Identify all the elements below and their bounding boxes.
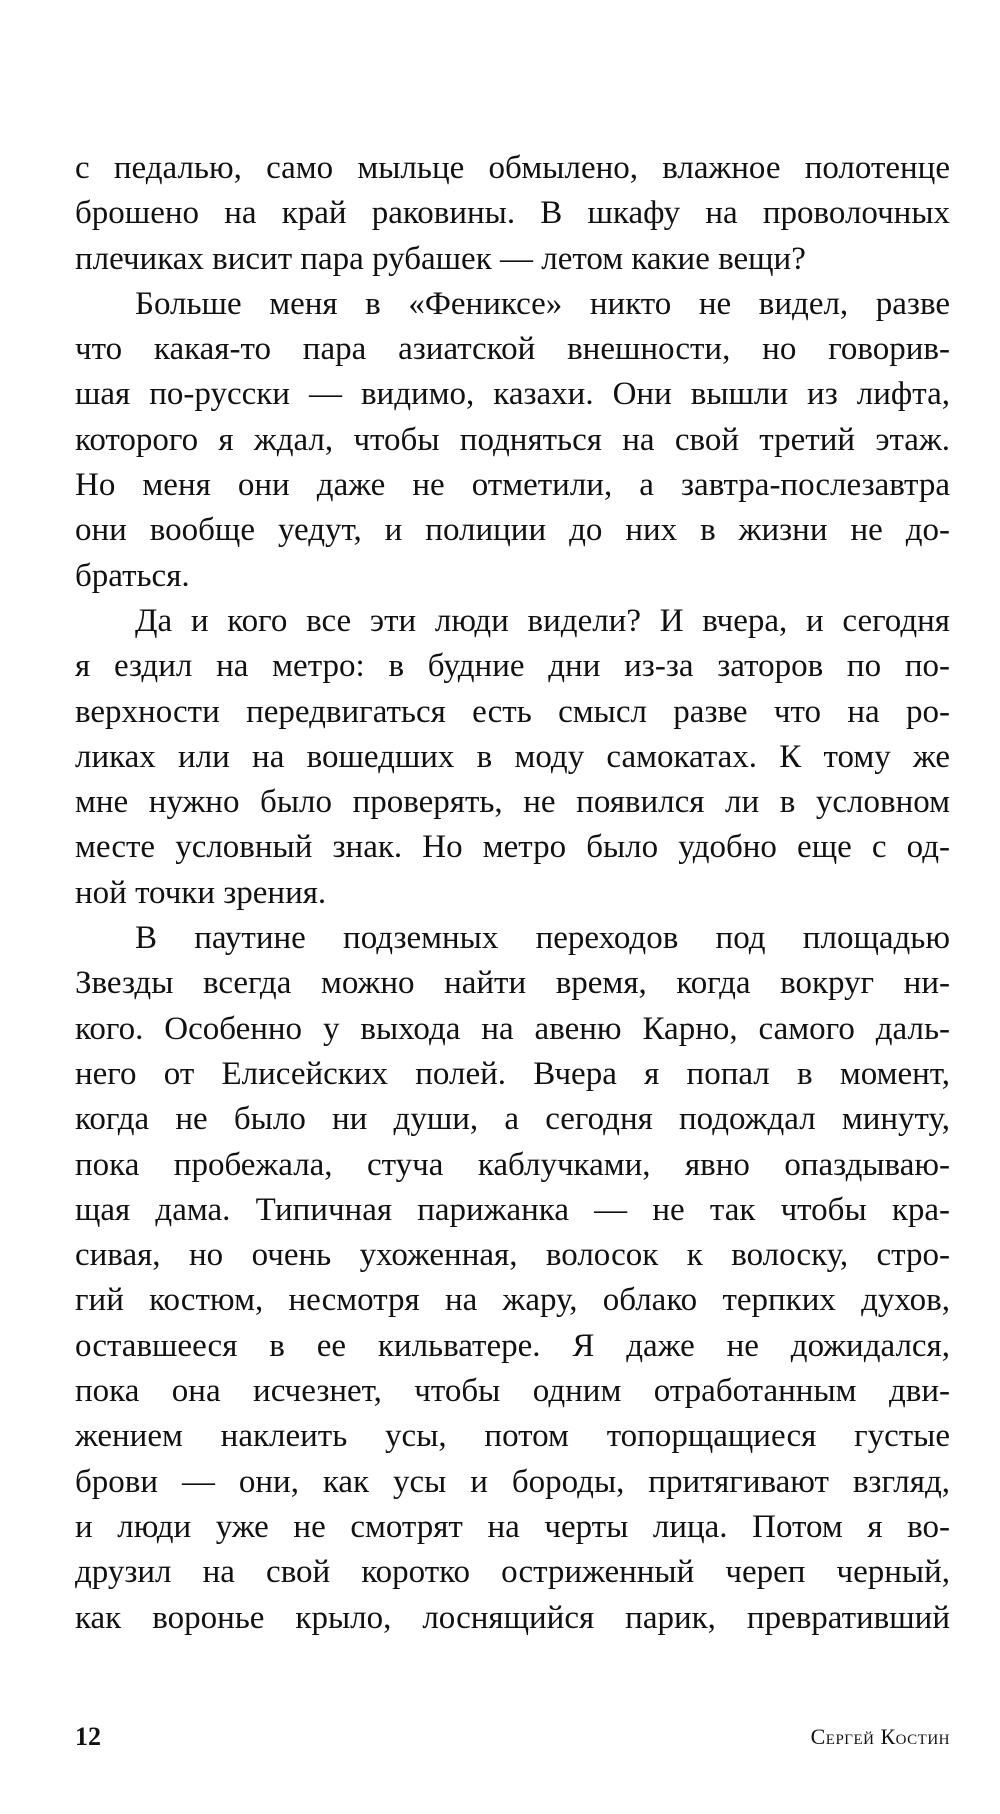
text-line: месте условный знак. Но метро было удобно еще с од- <box>75 829 950 866</box>
text-line: друзил на свой коротко остриженный череп черный, <box>75 1554 950 1591</box>
text-line: жением наклеить усы, потом топорщащиеся густые <box>75 1418 950 1455</box>
text-line: кого. Особенно у выхода на авеню Карно, самого даль- <box>75 1010 950 1047</box>
text-line: оставшееся в ее кильватере. Я даже не дожидался, <box>75 1327 950 1364</box>
text-line: верхности передвигаться есть смысл разве что на ро- <box>75 693 950 730</box>
text-line: брови — они, как усы и бороды, притягивают взгляд, <box>75 1463 950 1500</box>
text-line: сивая, но очень ухоженная, волосок к волоску, стро- <box>75 1237 950 1274</box>
text-line: пока пробежала, стуча каблучками, явно опаздываю- <box>75 1146 950 1183</box>
text-line: браться. <box>75 557 190 594</box>
running-author: Сергей Костин <box>810 1724 950 1749</box>
text-line: я ездил на метро: в будние дни из-за заторов по по- <box>75 648 950 685</box>
text-line: и люди уже не смотрят на черты лица. Потом я во- <box>75 1508 950 1545</box>
text-line: с педалью, само мыльце обмылено, влажное полотенце <box>75 150 950 186</box>
text-line: брошено на край раковины. В шкафу на проволочных <box>75 195 950 232</box>
text-line: него от Елисейских полей. Вчера я попал в момент, <box>75 1055 950 1092</box>
text-line: что какая-то пара азиатской внешности, но говорив- <box>75 331 950 368</box>
text-line: шая по-русски — видимо, казахи. Они вышли из лифта, <box>75 376 950 413</box>
text-line: как воронье крыло, лоснящийся парик, превративший <box>75 1599 950 1636</box>
text-line: ной точки зрения. <box>75 874 327 911</box>
text-line: ликах или на вошедших в моду самокатах. К тому же <box>75 738 950 775</box>
page-body <box>75 146 950 1641</box>
text-line: которого я ждал, чтобы подняться на свой третий этаж. <box>75 421 950 458</box>
text-line: они вообще уедут, и полиции до них в жизни не до- <box>75 512 950 549</box>
text-line: щая дама. Типичная парижанка — не так чтобы кра- <box>75 1191 950 1228</box>
text-line: Больше меня в «Фениксе» никто не видел, разве <box>135 285 950 322</box>
text-line: Звезды всегда можно найти время, когда вокруг ни- <box>75 965 950 1002</box>
text-line: В паутине подземных переходов под площадью <box>135 920 950 957</box>
text-line: Да и кого все эти люди видели? И вчера, и сегодня <box>135 602 950 639</box>
text-line: плечиках висит пара рубашек — летом какие вещи? <box>75 240 806 277</box>
text-line: Но меня они даже не отметили, а завтра-послезавтра <box>75 467 950 504</box>
text-line: мне нужно было проверять, не появился ли в условном <box>75 784 950 821</box>
page-number: 12 <box>75 1722 101 1751</box>
text-line: когда не было ни души, а сегодня подождал минуту, <box>75 1101 950 1138</box>
text-line: гий костюм, несмотря на жару, облако терпких духов, <box>75 1282 950 1319</box>
text-line: пока она исчезнет, чтобы одним отработанным дви- <box>75 1373 950 1410</box>
